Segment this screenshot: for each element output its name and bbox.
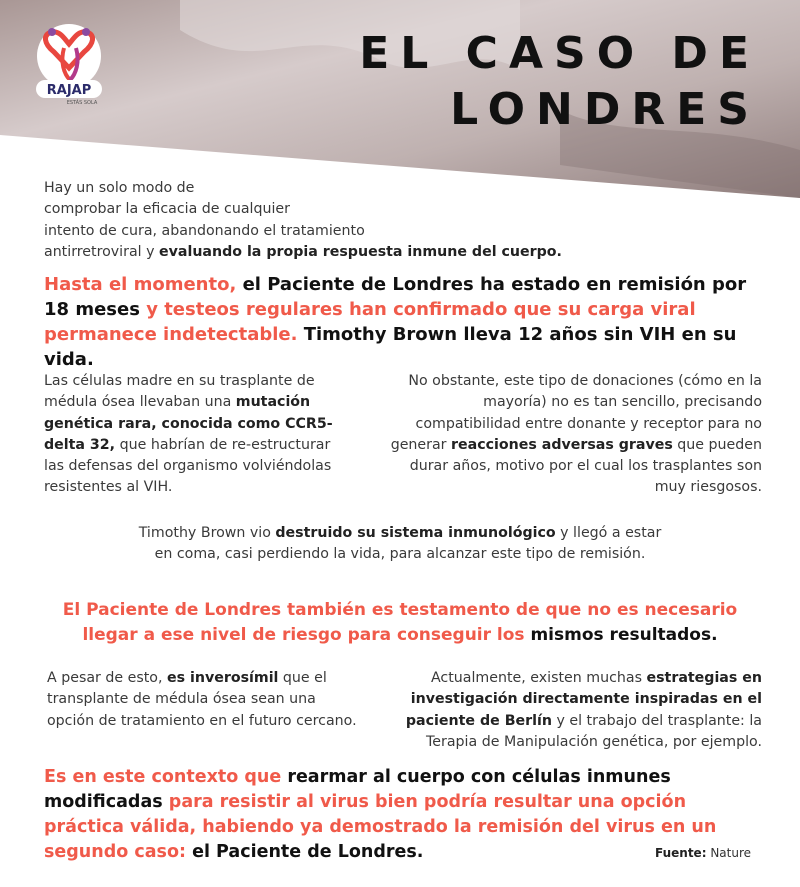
donation-paragraph xyxy=(376,371,762,499)
highlight3-b: rearmar al cuerpo con células inmunes modificadas xyxy=(44,767,671,812)
center-note-b: destruido su sistema inmunológico xyxy=(275,525,556,541)
title-line-1: EL CASO DE xyxy=(359,28,760,79)
page-title xyxy=(359,26,760,138)
source-credit xyxy=(655,846,751,860)
logo-brand: RAJAP xyxy=(46,83,92,98)
highlight1-d: Timothy Brown lleva 12 años sin VIH en su vida xyxy=(44,324,737,370)
intro-line-3: intento de cura, abandonando el tratamiento xyxy=(44,222,365,239)
highlight-remission xyxy=(44,272,764,372)
intro-paragraph xyxy=(44,178,644,263)
highlight1-e: . xyxy=(86,349,94,370)
highlight1-c: y testeos regulares han confirmado que su carga viral permanece indetectable. xyxy=(44,299,696,345)
highlight2-a: El Paciente de Londres también es testamento de que no es necesario llegar a ese nivel de riesgo para conseguir los xyxy=(62,600,738,645)
col-left1-a: Las células madre en su trasplante de médula ósea llevaban una xyxy=(44,373,315,411)
inverosimil-paragraph xyxy=(47,668,357,732)
highlight3-a: Es en este contexto que xyxy=(44,767,288,787)
strategies-paragraph xyxy=(372,668,762,753)
intro-line-4: antirretroviral y xyxy=(44,243,160,260)
col-left1-c: que habrían de re-estructurar las defensas del organismo volviéndolas resistentes al VIH. xyxy=(44,436,332,496)
highlight3-d: el Paciente de Londres. xyxy=(186,842,424,862)
center-note-c: y llegó a estar en coma, casi perdiendo la vida, para alcanzar este tipo de remisión. xyxy=(154,525,662,563)
col-right1-c: que pueden durar años, motivo por el cual los trasplantes son muy riesgosos. xyxy=(409,436,762,496)
intro-line-2: comprobar la eficacia de cualquier xyxy=(44,201,290,218)
logo-tagline: ESTÁS SOLA xyxy=(66,100,98,106)
col-right1-a: No obstante, este tipo de donaciones (cómo en la mayoría) no es tan sencillo, precisando compatibilidad entre donante y receptor para no generar xyxy=(390,373,762,453)
stem-cells-paragraph xyxy=(44,371,352,499)
col-left2-c: que el transplante de médula ósea sean una opción de tratamiento en el futuro cercano. xyxy=(47,670,357,729)
highlight2-b: mismos resultados. xyxy=(530,625,718,645)
highlight1-a: Hasta el momento, xyxy=(44,274,243,295)
intro-line-1: Hay un solo modo de xyxy=(44,180,195,196)
center-note-a: Timothy Brown vio xyxy=(138,525,276,541)
highlight3-c: para resistir al virus bien podría resultar una opción práctica válida, habiendo ya demostrado la remisión del virus en un segundo caso: xyxy=(44,792,717,862)
col-left1-b: mutación genética rara, conocida como CCR5-delta 32, xyxy=(44,394,333,453)
title-line-2: LONDRES xyxy=(450,84,760,135)
timothy-brown-note xyxy=(136,523,664,566)
col-left2-b: es inverosímil xyxy=(167,670,279,686)
col-right2-c: y el trabajo del trasplante: la Terapia de Manipulación genética, por ejemplo. xyxy=(426,712,762,750)
highlight-testament xyxy=(50,598,750,648)
rajap-logo xyxy=(30,22,108,108)
col-right2-a: Actualmente, existen muchas xyxy=(430,670,647,686)
source-label: Fuente: xyxy=(655,846,707,860)
highlight1-b: el Paciente de Londres ha estado en remisión por 18 meses xyxy=(44,274,747,320)
col-left2-a: A pesar de esto, xyxy=(47,670,168,686)
source-value: Nature xyxy=(710,846,752,860)
col-right2-b: estrategias en investigación directamente inspiradas en el paciente de Berlín xyxy=(405,670,762,729)
intro-emphasis: evaluando la propia respuesta inmune del cuerpo. xyxy=(159,243,562,260)
col-right1-b: reacciones adversas graves xyxy=(451,436,673,453)
